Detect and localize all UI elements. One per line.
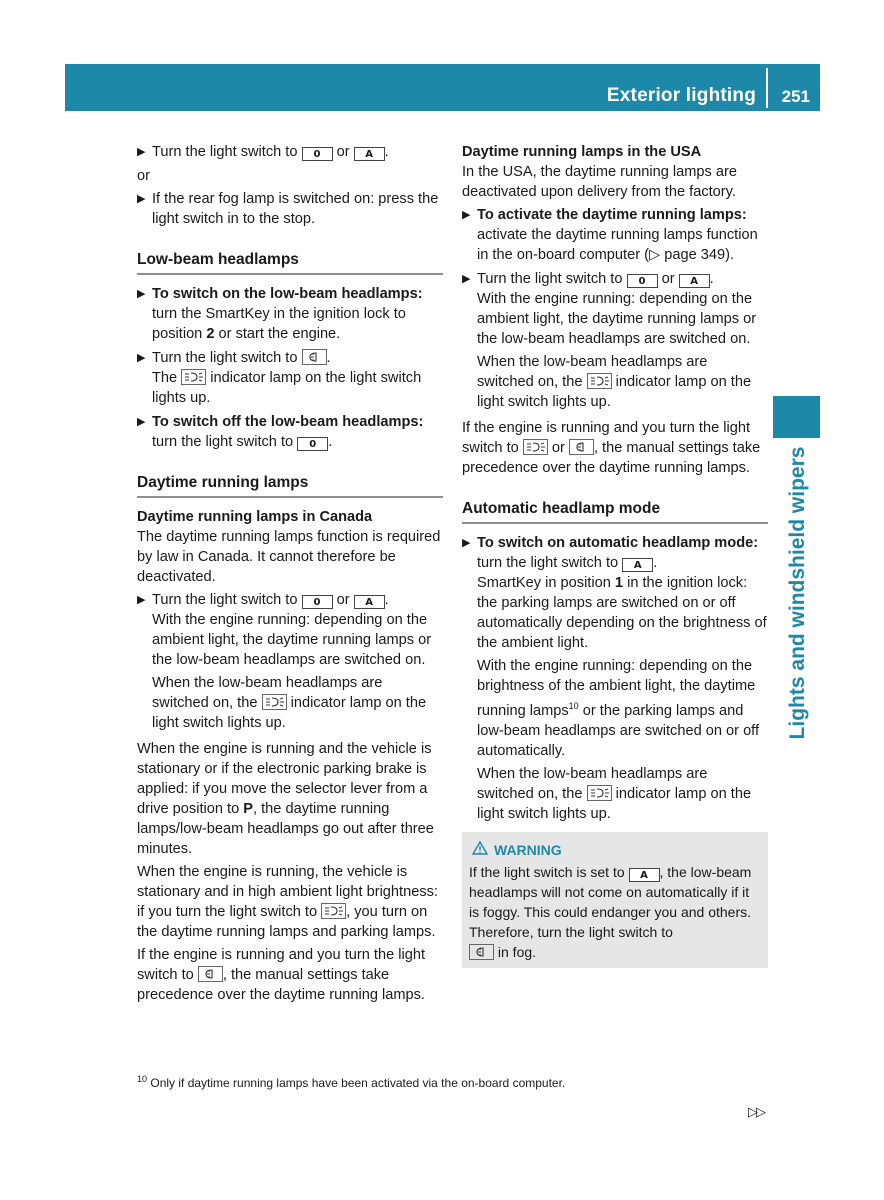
right-column [462, 142, 768, 968]
footnote-ref: 10 [568, 701, 579, 711]
paragraph: When the engine is running and the vehicle is stationary or if the electronic parking brake is applied: if you move the selector lever from a drive position to P, the daytime running lamps/low-beam headlamps go out after three minutes. [137, 741, 434, 857]
list-item: ▶ Turn the light switch to 0 or A . With the engine running: depending on the ambient light, the daytime running lamps or the low-beam headlamps are switched on. When the low-beam headlamps are switched on, the indicator lamp on the light switch lights up. [137, 592, 432, 731]
arrow-bullet-icon: ▶ [137, 352, 146, 364]
daytime-running-lamp-icon [181, 369, 206, 385]
heading-automatic-headlamp: Automatic headlamp mode [462, 499, 768, 524]
arrow-bullet-icon: ▶ [137, 416, 146, 428]
warning-box [462, 832, 768, 968]
low-beam-icon [469, 944, 494, 960]
left-column [137, 142, 443, 1008]
paragraph: If the engine is running and you turn the light switch to , the manual settings take precedence over the daytime running lamps. [137, 947, 426, 1003]
chapter-label: Lights and windshield wipers [786, 446, 809, 740]
key-zero-icon: 0 [297, 437, 328, 451]
warning-triangle-icon [472, 840, 488, 860]
list-item: ▶ To switch on automatic headlamp mode: turn the light switch to A . SmartKey in position 1 in the ignition lock: the parking lamps are switched on or off automatically depending on the brightness of the ambient light. With the engine running: depending on the brightness of the ambient light, the daytime running lamps$^{10}$ or the parking lamps and low-beam headlamps are switched on or off automatically. When the low-beam headlamps are switched on, the indicator lamp on the light switch lights up. [462, 535, 767, 822]
arrow-bullet-icon: ▶ [137, 193, 146, 205]
key-auto-icon: A [622, 558, 653, 572]
key-auto-icon: A [629, 868, 660, 882]
daytime-running-lamp-icon [587, 785, 612, 801]
key-zero-icon: 0 [302, 147, 333, 161]
or-label: or [137, 168, 150, 184]
next-page-marker: ▷▷ [748, 1104, 764, 1119]
paragraph: In the USA, the daytime running lamps are deactivated upon delivery from the factory. [462, 164, 737, 200]
warning-text: If the light switch is set to A , the low-beam headlamps will not come on automatically if it is foggy. This could endanger you and others. Therefore, turn the light switch to in fog. [469, 863, 752, 960]
section-title: Exterior lighting [606, 85, 756, 106]
daytime-running-lamp-icon [262, 694, 287, 710]
key-zero-icon: 0 [627, 274, 658, 288]
daytime-running-lamp-icon [523, 439, 548, 455]
warning-title: WARNING [469, 840, 760, 860]
arrow-bullet-icon: ▶ [137, 288, 146, 300]
list-item: ▶ To switch on the low-beam headlamps: turn the SmartKey in the ignition lock to position 2 or start the engine. [137, 286, 423, 342]
paragraph: When the engine is running, the vehicle is stationary and in high ambient light brightness: if you turn the light switch to , you turn on the daytime running lamps and parking lamps. [137, 864, 438, 940]
low-beam-icon [569, 439, 594, 455]
list-item: ▶ Turn the light switch to 0 or A . [137, 144, 389, 160]
key-auto-icon: A [354, 147, 385, 161]
list-item: ▶ If the rear fog lamp is switched on: press the light switch in to the stop. [137, 191, 439, 227]
arrow-bullet-icon: ▶ [462, 209, 471, 221]
list-item: ▶ To switch off the low-beam headlamps: turn the light switch to 0 . [137, 414, 424, 450]
header-bar [65, 64, 820, 111]
low-beam-icon [198, 966, 223, 982]
header-divider [766, 68, 768, 108]
key-zero-icon: 0 [302, 595, 333, 609]
daytime-running-lamp-icon [587, 373, 612, 389]
key-auto-icon: A [354, 595, 385, 609]
heading-low-beam: Low-beam headlamps [137, 250, 443, 275]
chapter-tab [773, 396, 820, 438]
paragraph: If the engine is running and you turn the light switch to or , the manual settings take precedence over the daytime running lamps. [462, 420, 761, 476]
low-beam-icon [302, 349, 327, 365]
arrow-bullet-icon: ▶ [137, 594, 146, 606]
footnote: $^{10}$ Only if daytime running lamps have been activated via the on-board computer. [137, 1074, 566, 1090]
heading-daytime-running-lamps: Daytime running lamps [137, 473, 443, 498]
heading-usa: Daytime running lamps in the USA [462, 144, 702, 160]
daytime-running-lamp-icon [321, 903, 346, 919]
heading-canada: Daytime running lamps in Canada [137, 509, 373, 525]
list-item: ▶ Turn the light switch to . The indicator lamp on the light switch lights up. [137, 350, 422, 406]
key-auto-icon: A [679, 274, 710, 288]
paragraph: The daytime running lamps function is required by law in Canada. It cannot therefore be deactivated. [137, 529, 441, 585]
list-item: ▶ To activate the daytime running lamps: activate the daytime running lamps function in the on-board computer (▷ page 349). [462, 207, 758, 263]
arrow-bullet-icon: ▶ [462, 537, 471, 549]
arrow-bullet-icon: ▶ [137, 146, 146, 158]
page-number: 251 [781, 87, 810, 106]
arrow-bullet-icon: ▶ [462, 273, 471, 285]
list-item: ▶ Turn the light switch to 0 or A . With the engine running: depending on the ambient light, the daytime running lamps or the low-beam headlamps are switched on. When the low-beam headlamps are switched on, the indicator lamp on the light switch lights up. [462, 271, 757, 410]
